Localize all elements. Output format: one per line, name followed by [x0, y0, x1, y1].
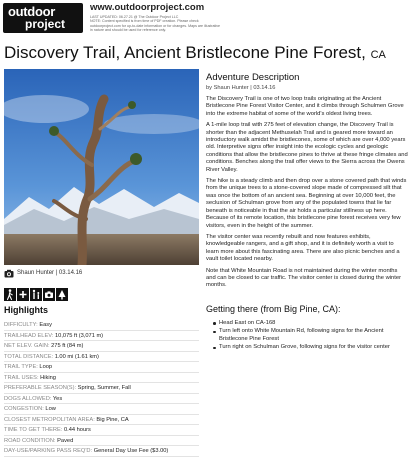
camera-icon: [43, 288, 55, 301]
fact-value: Loop: [39, 364, 53, 370]
disclaimer-line: in nature and should be used for reference only.: [90, 28, 167, 33]
fact-row: [4, 373, 199, 384]
header: [0, 0, 412, 36]
page-title-state: CA: [370, 49, 386, 61]
page-title-text: Discovery Trail, Ancient Bristlecone Pine Forest,: [4, 43, 366, 62]
description-paragraph: The visitor center was recently rebuilt and now features exhibits, knowledgeable rangers, and a gift shop, and it is definitely worth a visit to learn more about this fascinating area. There are also picnic benches and a vault toilet located nearby.: [206, 233, 400, 263]
adventure-heading: Adventure Description: [206, 72, 300, 83]
fact-value: Spring, Summer, Fall: [77, 385, 131, 391]
disclaimer-line: NOTE: Content specified is from time of PDF creation. Please check: [90, 19, 199, 24]
description-paragraph: Note that White Mountain Road is not maintained during the winter months and can be closed to car traffic. The visitor center is closed during the winter months.: [206, 267, 402, 289]
highlights-facts: [4, 320, 199, 457]
disclaimer-line: outdoorproject.com for up-to-date information or for changes. Maps are illustrative: [90, 23, 221, 28]
fact-row: [4, 331, 199, 342]
fact-label: DIFFICULTY:: [4, 322, 38, 328]
description-paragraph: The Discovery Trail is one of two loop trails originating at the Ancient Bristlecone Pine Forest Visitor Center, and it climbs through Schulmen Grove into the extreme habitat of some of the world's oldest living trees.: [206, 96, 404, 117]
fact-label: TRAIL TYPE:: [4, 364, 38, 370]
fact-value: 10,075 ft (3,071 m): [55, 332, 104, 339]
disclaimer-line: LAST UPDATED: 06.27.21 @ The Outdoor Project LLC: [90, 15, 179, 19]
directions-list: [206, 320, 408, 352]
disclaimer-text: [90, 15, 310, 33]
fact-value: 0.44 hours: [63, 427, 91, 433]
fact-label: CONGESTION:: [4, 406, 44, 412]
fact-label: TRAILHEAD ELEV:: [4, 332, 54, 339]
fact-label: DOGS ALLOWED:: [4, 395, 52, 402]
fact-row: [4, 436, 199, 447]
fact-value: Hiking: [40, 374, 56, 381]
fact-value: Easy: [39, 322, 52, 328]
page-title: [4, 42, 386, 66]
fact-label: ROAD CONDITION:: [4, 437, 56, 444]
tree-icon: [56, 288, 68, 301]
bristlecone-pine-photo: [4, 69, 199, 265]
hiking-icon: [4, 288, 16, 301]
description-paragraph: The hike is a steady climb and then drop over a stone covered path that winds from the unique trees to a stone-covered slope made of compressed silt that was once the bottom of an ancient sea. Beginning at over 10,000 feet, the seclusion of Schulman grove from any of the populated towns that lie far beneath is noticeable in that the air holds a particular stillness up here. Because of its remote location, this bristlecone pine forest receives very few visitors, even in the height of the summer.: [206, 178, 407, 229]
family-icon: [30, 288, 42, 301]
fact-row: [4, 320, 199, 331]
fact-value: Paved: [57, 437, 74, 444]
direction-step: Turn right on Schulman Grove, following signs for the visitor center: [212, 344, 408, 351]
fact-row: [4, 425, 199, 436]
plus-icon: [17, 288, 29, 301]
fact-row: [4, 404, 199, 415]
camera-icon: [4, 269, 14, 278]
fact-row: [4, 394, 199, 405]
site-url-link[interactable]: www.outdoorproject.com: [90, 2, 205, 13]
description-paragraph: A 1-mile loop trail with 275 feet of elevation change, the Discovery Trail is shorter than the adjacent Methuselah Trail and is geared more toward an introductory walk amidst the bristlecones, some of which are over 4,000 years old. Interpretive signs offer insight into the ecologic cycles and geologic conditions that allow the bristlecone pines to thrive at these fringe climates and conditions. Benches along the trail offer views to the Sierra across the Owens River Valley.: [206, 122, 408, 173]
fact-label: TOTAL DISTANCE:: [4, 353, 54, 360]
fact-row: [4, 341, 199, 352]
fact-label: TRAIL USES:: [4, 374, 39, 381]
adventure-byline: by Shaun Hunter | 03.14.16: [206, 85, 276, 91]
trail-photo[interactable]: [4, 69, 199, 265]
fact-label: DAY-USE/PARKING PASS REQ'D:: [4, 448, 93, 454]
logo-text-top: outdoor: [8, 4, 55, 19]
direction-step: Head East on CA-168: [212, 320, 408, 327]
fact-row: [4, 352, 199, 363]
fact-value: Yes: [52, 395, 63, 402]
logo-text-bottom: project: [25, 17, 66, 31]
fact-value: General Day Use Fee ($3.00): [93, 448, 169, 454]
direction-step: Turn left onto White Mountain Rd, following signs for the Ancient Bristlecone Pine Forest: [212, 328, 408, 343]
fact-row: [4, 362, 199, 373]
photo-credit: [4, 267, 82, 279]
highlights-heading: Highlights: [4, 305, 48, 315]
adventure-description: [206, 72, 408, 352]
fact-value: Low: [45, 406, 56, 412]
outdoor-project-logo[interactable]: [3, 3, 83, 33]
fact-row: [4, 415, 199, 426]
fact-value: 275 ft (84 m): [51, 343, 84, 349]
fact-label: CLOSEST METROPOLITAN AREA:: [4, 416, 95, 423]
fact-row: [4, 446, 199, 457]
fact-row: [4, 383, 199, 394]
fact-value: 1.00 mi (1.61 km): [54, 353, 99, 360]
activity-icons: [4, 288, 68, 301]
fact-value: Big Pine, CA: [96, 416, 129, 423]
fact-label: TIME TO GET THERE:: [4, 427, 63, 433]
fact-label: NET ELEV. GAIN:: [4, 343, 50, 349]
photo-credit-text: Shaun Hunter | 03.14.16: [17, 270, 83, 276]
getting-there-heading: Getting there (from Big Pine, CA):: [206, 303, 341, 314]
fact-label: PREFERABLE SEASON(S):: [4, 385, 77, 391]
